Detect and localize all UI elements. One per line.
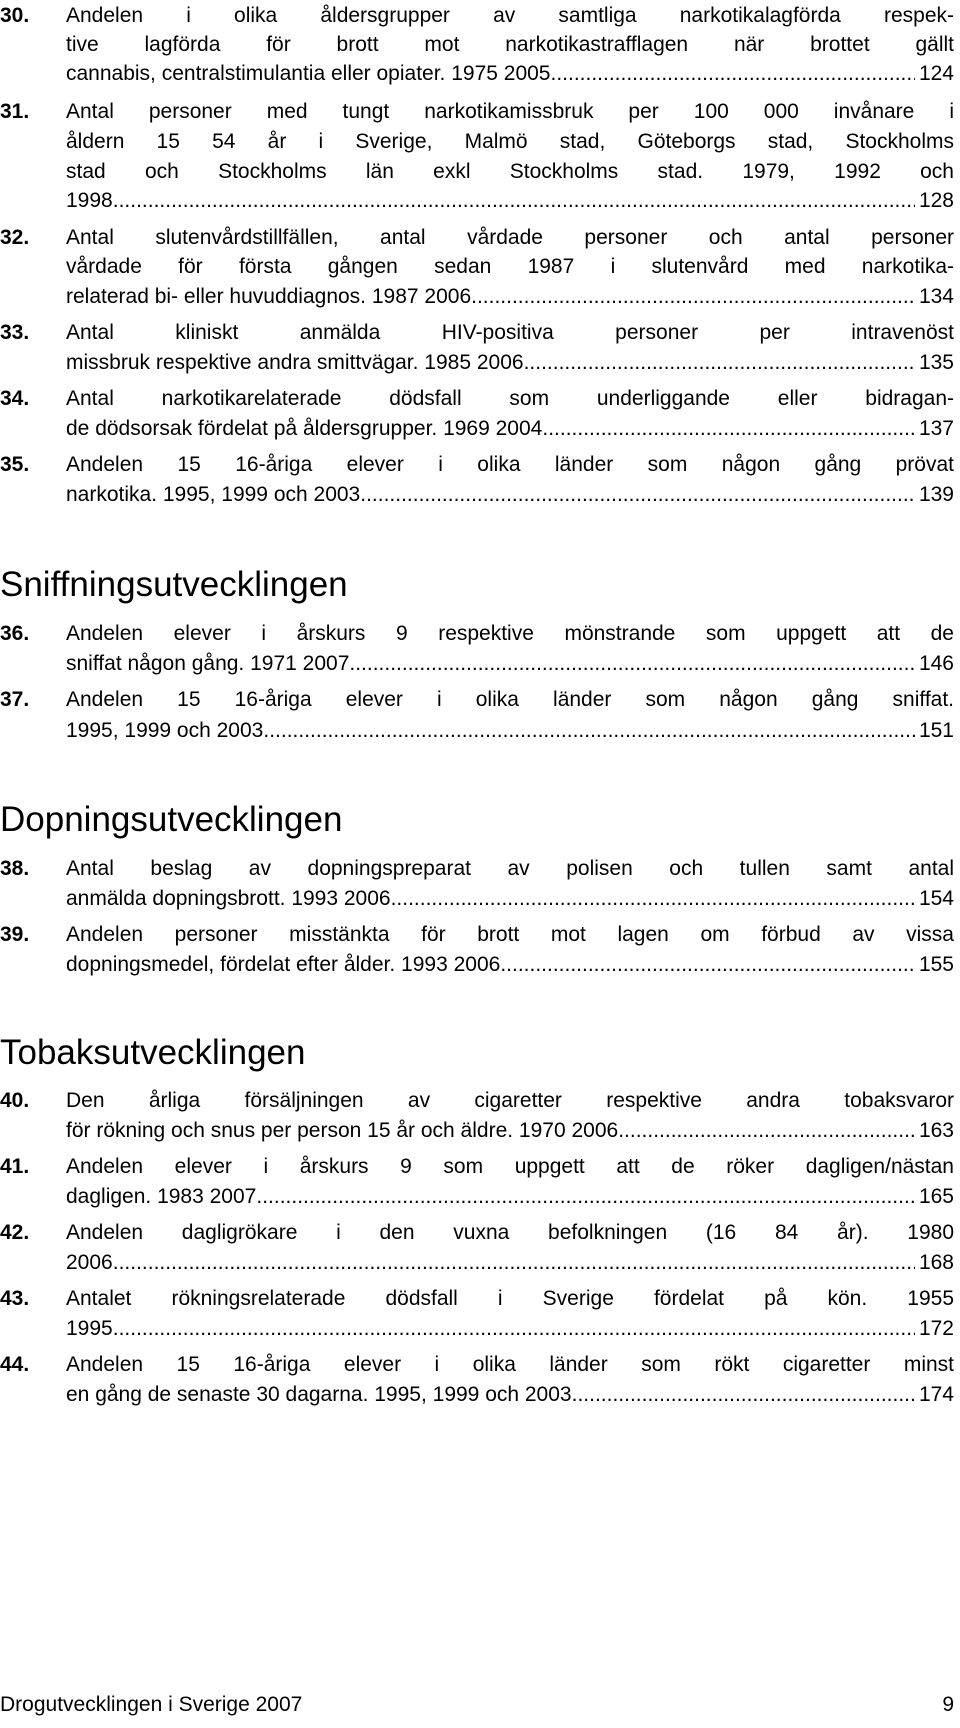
entry-page-number: 128 [918, 189, 954, 212]
entry-last-line [66, 950, 954, 980]
entry-page-number: 137 [918, 417, 954, 440]
entry-line: sniffat någon gång. 1971 2007. [66, 652, 356, 675]
entry-line: Andelen elever i årskurs 9 respektive mönstrande som uppgett att de [66, 622, 954, 645]
entry-line: Antal beslag av dopningspreparat av polisen och tullen samt antal [66, 857, 954, 880]
entry-line: dopningsmedel, fördelat efter ålder. 1993 2006. [66, 953, 507, 976]
entry-last-line [66, 1182, 954, 1212]
entry-line: Andelen elever i årskurs 9 som uppgett att de röker dagligen/nästan [66, 1155, 954, 1178]
dot-leader [577, 1380, 915, 1410]
entry-number: 30. [0, 4, 30, 27]
entry-number: 35. [0, 453, 30, 476]
dot-leader [506, 950, 915, 980]
entry-line: Andelen 15 16-åriga elever i olika länder som rökt cigaretter minst [66, 1353, 954, 1376]
entry-line: en gång de senaste 30 dagarna. 1995, 1999 och 2003. [66, 1383, 578, 1406]
entry-last-line [66, 716, 954, 746]
entry-number: 33. [0, 321, 30, 344]
entry-line: Antal personer med tungt narkotikamissbruk per 100 000 invånare i [66, 100, 954, 123]
entry-last-line [66, 414, 954, 444]
entry-line: Antal kliniskt anmälda HIV-positiva personer per intravenöst [66, 321, 954, 344]
entry-page-number: 165 [918, 1185, 954, 1208]
section-heading-sniffning: Sniffningsutvecklingen [0, 565, 348, 604]
entry-line: Andelen 15 16-åriga elever i olika länder som någon gång prövat [66, 453, 954, 476]
entry-line: Andelen 15 16-åriga elever i olika länder som någon gång sniffat. [66, 688, 954, 711]
dot-leader [548, 414, 915, 444]
entry-page-number: 168 [918, 1251, 954, 1274]
dot-leader [119, 1248, 915, 1278]
entry-line: anmälda dopningsbrott. 1993 2006. [66, 887, 397, 910]
entry-number: 38. [0, 857, 30, 880]
entry-line: vårdade för första gången sedan 1987 i slutenvård med narkotika- [66, 255, 954, 278]
entry-last-line [66, 186, 954, 216]
entry-line: Andelen personer misstänkta för brott mot lagen om förbud av vissa [66, 923, 954, 946]
entry-line: missbruk respektive andra smittvägar. 1985 2006. [66, 351, 530, 374]
entry-number: 32. [0, 226, 30, 249]
entry-last-line [66, 649, 954, 679]
entry-page-number: 163 [918, 1119, 954, 1142]
entry-last-line [66, 59, 954, 89]
entry-line: Andelen dagligrökare i den vuxna befolkningen (16 84 år). 1980 [66, 1221, 954, 1244]
entry-page-number: 154 [918, 887, 954, 910]
section-heading-tobak: Tobaksutvecklingen [0, 1033, 306, 1072]
dot-leader [119, 186, 915, 216]
entry-last-line [66, 348, 954, 378]
dot-leader [624, 1116, 915, 1146]
entry-last-line [66, 1116, 954, 1146]
entry-number: 37. [0, 688, 30, 711]
entry-line: för rökning och snus per person 15 år och äldre. 1970 2006. [66, 1119, 625, 1142]
entry-page-number: 151 [918, 719, 954, 742]
entry-line: Den årliga försäljningen av cigaretter respektive andra tobaksvaror [66, 1089, 954, 1112]
dot-leader [529, 348, 915, 378]
entry-page-number: 139 [918, 483, 954, 506]
entry-page-number: 124 [918, 62, 954, 85]
entry-line: 1995, 1999 och 2003. [66, 719, 270, 742]
entry-line: stad och Stockholms län exkl Stockholms stad. 1979, 1992 och [66, 160, 954, 183]
entry-line: Antal narkotikarelaterade dödsfall som underliggande eller bidragan- [66, 387, 954, 410]
dot-leader [262, 1182, 915, 1212]
entry-line: cannabis, centralstimulantia eller opiater. 1975 2005. [66, 62, 557, 85]
entry-line: Antalet rökningsrelaterade dödsfall i Sverige fördelat på kön. 1955 [66, 1287, 954, 1310]
entry-line: Antal slutenvårdstillfällen, antal vårdade personer och antal personer [66, 226, 954, 249]
entry-page-number: 146 [918, 652, 954, 675]
entry-line: narkotika. 1995, 1999 och 2003. [66, 483, 367, 506]
entry-last-line [66, 1380, 954, 1410]
dot-leader [556, 59, 915, 89]
entry-line: Andelen i olika åldersgrupper av samtliga narkotikalagförda respek- [66, 4, 954, 27]
dot-leader [477, 282, 915, 312]
entry-number: 43. [0, 1287, 30, 1310]
entry-number: 40. [0, 1089, 30, 1112]
entry-number: 41. [0, 1155, 30, 1178]
entry-page-number: 174 [918, 1383, 954, 1406]
entry-number: 36. [0, 622, 30, 645]
entry-number: 42. [0, 1221, 30, 1244]
entry-last-line [66, 480, 954, 510]
dot-leader [119, 1314, 915, 1344]
entry-last-line [66, 884, 954, 914]
entry-number: 39. [0, 923, 30, 946]
entry-page-number: 155 [918, 953, 954, 976]
entry-last-line [66, 1248, 954, 1278]
entry-page-number: 134 [918, 285, 954, 308]
entry-line: tive lagförda för brott mot narkotikastrafflagen när brottet gällt [66, 33, 954, 56]
entry-page-number: 172 [918, 1317, 954, 1340]
dot-leader [396, 884, 915, 914]
footer-page-number: 9 [942, 1693, 954, 1716]
entry-page-number: 135 [918, 351, 954, 374]
entry-line: 1998. [66, 189, 119, 212]
entry-number: 31. [0, 100, 30, 123]
section-heading-dopning: Dopningsutvecklingen [0, 800, 343, 839]
entry-last-line [66, 282, 954, 312]
entry-number: 34. [0, 387, 30, 410]
dot-leader [366, 480, 915, 510]
entry-line: 2006. [66, 1251, 119, 1274]
dot-leader [355, 649, 915, 679]
footer-publication-title: Drogutvecklingen i Sverige 2007 [0, 1693, 303, 1716]
entry-line: dagligen. 1983 2007. [66, 1185, 263, 1208]
entry-line: 1995. [66, 1317, 119, 1340]
entry-last-line [66, 1314, 954, 1344]
dot-leader [269, 716, 915, 746]
entry-line: relaterad bi- eller huvuddiagnos. 1987 2006. [66, 285, 477, 308]
entry-line: de dödsorsak fördelat på åldersgrupper. 1969 2004. [66, 417, 549, 440]
entry-number: 44. [0, 1353, 30, 1376]
entry-line: åldern 15 54 år i Sverige, Malmö stad, Göteborgs stad, Stockholms [66, 130, 954, 153]
